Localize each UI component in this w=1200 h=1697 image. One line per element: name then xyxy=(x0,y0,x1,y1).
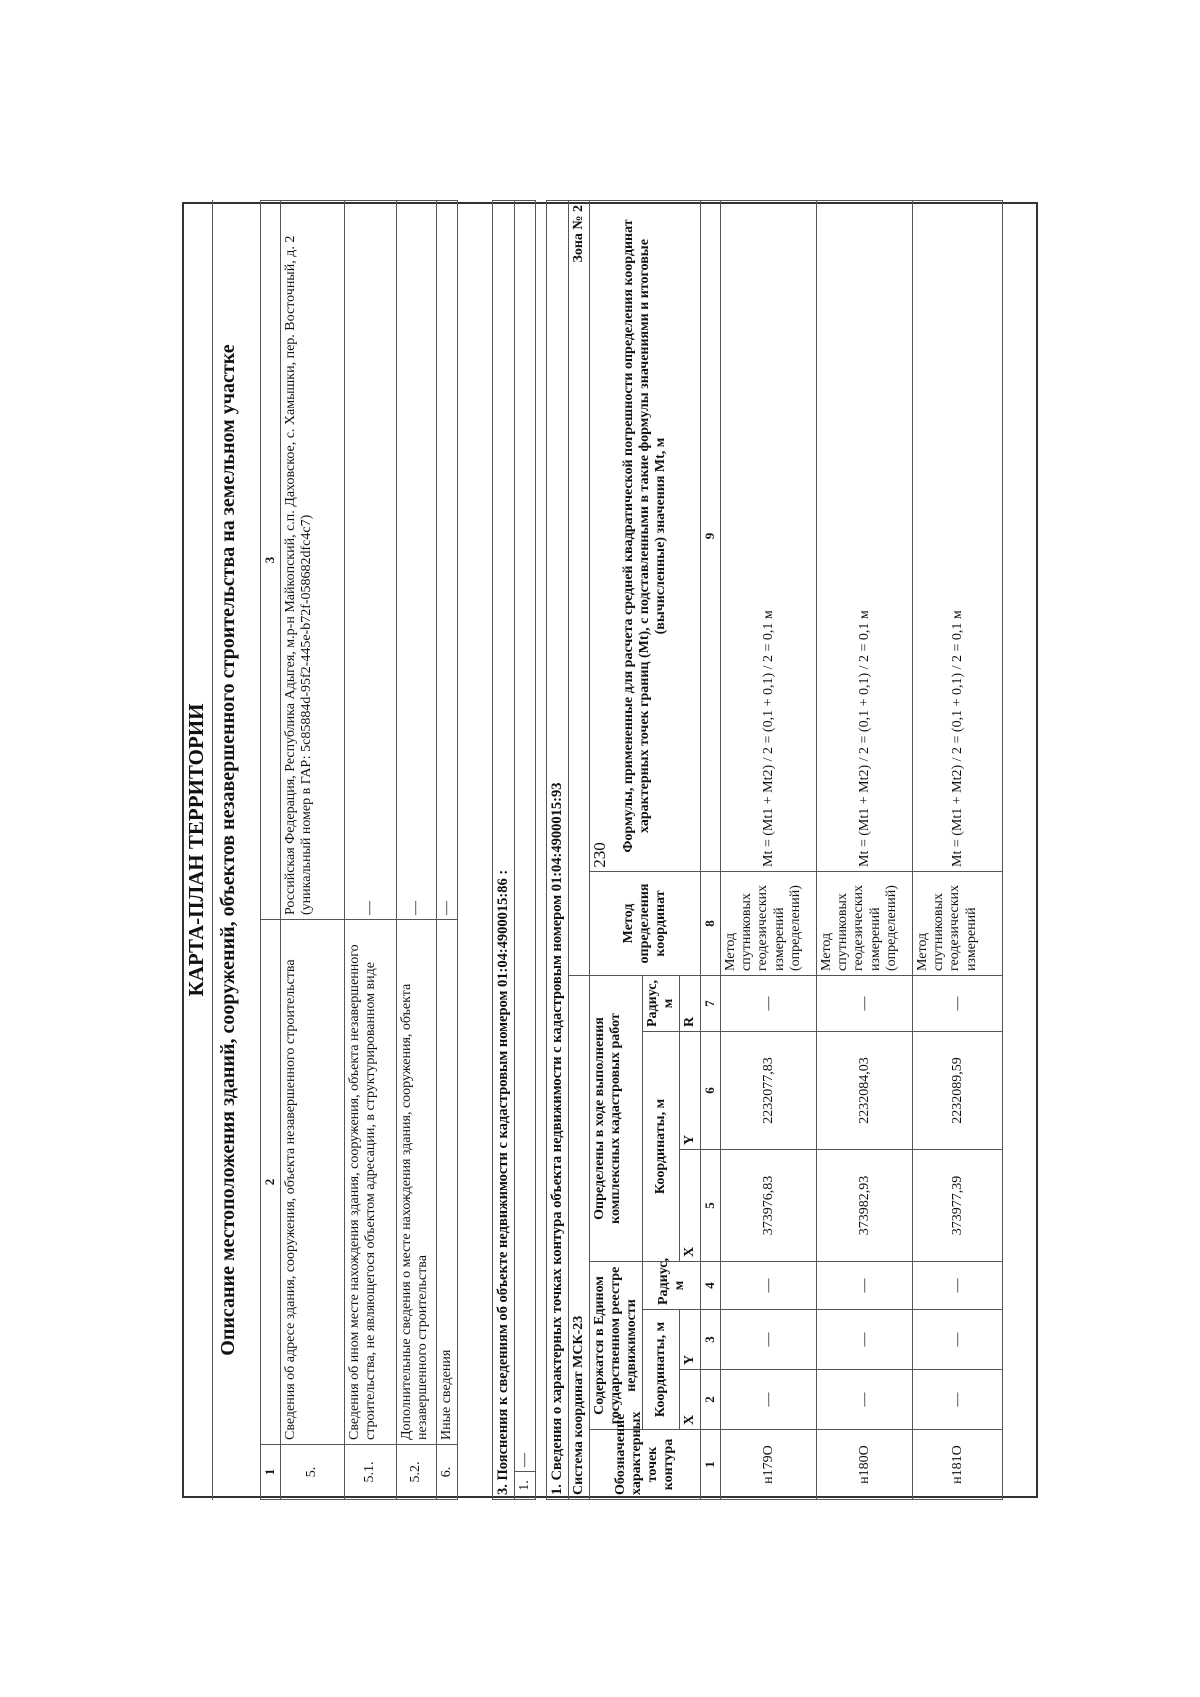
r-egrn: — xyxy=(721,1262,817,1310)
row-name: Сведения об адресе здания, сооружения, объекта незавершенного строительства xyxy=(280,920,344,1445)
formula-value: Mt = (Mt1 + Mt2) / 2 = (0,1 + 0,1) / 2 = 0,1 м xyxy=(817,201,913,872)
row-value: — xyxy=(514,201,535,1472)
header-complex-works: Определены в ходе выполнения комплексных кадастровых работ xyxy=(589,976,642,1262)
r-egrn: — xyxy=(817,1262,913,1310)
method-value: Метод спутниковых геодезических измерений xyxy=(913,872,1003,976)
rotated-sheet xyxy=(180,200,1040,1500)
header-formula: Формулы, примененные для расчета средней квадратической погрешности определения координат характерных точек границ (Mt), с подставленными в такие формулы значениями и итоговые (вычисленные) значения Mt, м xyxy=(589,201,701,872)
row-number: 5. xyxy=(280,1445,344,1500)
col-number: 2 xyxy=(701,1370,721,1430)
x-egrn: — xyxy=(913,1370,1003,1430)
table-row xyxy=(913,201,1003,1500)
r-value: — xyxy=(913,976,1003,1032)
header-radius: Радиус, м xyxy=(643,976,680,1032)
zone-label: Зона № 2 xyxy=(568,201,589,976)
y-egrn: — xyxy=(721,1310,817,1370)
row-name: Дополнительные сведения о месте нахождения здания, сооружения, объекта незавершенного строительства xyxy=(396,920,436,1445)
formula-value: Mt = (Mt1 + Mt2) / 2 = (0,1 + 0,1) / 2 = 0,1 м xyxy=(913,201,1003,872)
page-subtitle: Описание местоположения зданий, сооружений, объектов незавершенного строительства на земельном участке xyxy=(217,344,240,1356)
row-number: 5.2. xyxy=(396,1445,436,1500)
y-value: 2232084,03 xyxy=(817,1032,913,1150)
header-y: Y xyxy=(680,1032,701,1150)
y-egrn: — xyxy=(913,1310,1003,1370)
formula-value: Mt = (Mt1 + Mt2) / 2 = (0,1 + 0,1) / 2 = 0,1 м xyxy=(721,201,817,872)
x-value: 373982,93 xyxy=(817,1150,913,1262)
row-value: — xyxy=(436,201,457,920)
page-title: КАРТА-ПЛАН ТЕРРИТОРИИ xyxy=(180,200,213,1500)
header-y: Y xyxy=(680,1310,701,1370)
coordinate-system: Система координат МСК-23 xyxy=(568,976,589,1500)
header-egrn: Содержатся в Едином государственном реестре недвижимости xyxy=(589,1262,642,1430)
x-egrn: — xyxy=(721,1370,817,1430)
col-number: 1 xyxy=(701,1430,721,1500)
header-radius: Радиус, м xyxy=(643,1262,701,1310)
header-r: R xyxy=(680,976,701,1032)
x-value: 373977,39 xyxy=(913,1150,1003,1262)
r-value: — xyxy=(721,976,817,1032)
method-value: Метод спутниковых геодезических измерений (определений) xyxy=(817,872,913,976)
y-value: 2232089,59 xyxy=(913,1032,1003,1150)
row-value: — xyxy=(396,201,436,920)
page-number: 230 xyxy=(590,842,609,868)
header-x: X xyxy=(680,1370,701,1430)
table-row xyxy=(721,201,817,1500)
col-header: 2 xyxy=(261,920,281,1445)
r-value: — xyxy=(817,976,913,1032)
explanations-table xyxy=(492,200,536,1500)
point-id: н180О xyxy=(817,1430,913,1500)
point-id: н181О xyxy=(913,1430,1003,1500)
header-x: X xyxy=(680,1150,701,1262)
method-value: Метод спутниковых геодезических измерений (определений) xyxy=(721,872,817,976)
table-row xyxy=(817,201,913,1500)
row-name: Сведения об ином месте нахождения здания, сооружения, объекта незавершенного строительства, не являющегося объектом адресации, в структурированном виде xyxy=(344,920,396,1445)
y-value: 2232077,83 xyxy=(721,1032,817,1150)
col-number: 5 xyxy=(701,1150,721,1262)
row-value: Российская Федерация, Республика Адыгея, м.р-н Майкопский, с.п. Даховское, с. Хамышки, пер. Восточный, д. 2 (уникальный номер в ГАР: 5c85884d-95f2-445e-b72f-058682dfc4c7) xyxy=(280,201,344,920)
row-number: 5.1. xyxy=(344,1445,396,1500)
col-header: 1 xyxy=(261,1445,281,1500)
header-method: Метод определения координат xyxy=(589,872,701,976)
col-number: 9 xyxy=(701,201,721,872)
header-point-designation: Обозначение характерных точек контура xyxy=(589,1430,701,1500)
location-description-table xyxy=(260,200,458,1500)
r-egrn: — xyxy=(913,1262,1003,1310)
row-name: Иные сведения xyxy=(436,920,457,1445)
col-number: 3 xyxy=(701,1310,721,1370)
header-coordinates: Координаты, м xyxy=(643,1032,680,1262)
title-block xyxy=(180,200,244,1500)
contour-points-table xyxy=(546,200,1003,1500)
col-number: 6 xyxy=(701,1032,721,1150)
row-number: 6. xyxy=(436,1445,457,1500)
y-egrn: — xyxy=(817,1310,913,1370)
x-value: 373976,83 xyxy=(721,1150,817,1262)
section-heading: 1. Сведения о характерных точках контура объекта недвижимости с кадастровым номером 01:04:4900015:93 xyxy=(547,201,569,1500)
section-heading: 3. Пояснения к сведениям об объекте недвижимости с кадастровым номером 01:04:4900015:86 : xyxy=(493,201,515,1500)
point-id: н179О xyxy=(721,1430,817,1500)
col-number: 8 xyxy=(701,872,721,976)
header-coordinates: Координаты, м xyxy=(643,1310,680,1430)
row-number: 1. xyxy=(514,1472,535,1500)
row-value: — xyxy=(344,201,396,920)
col-number: 7 xyxy=(701,976,721,1032)
col-number: 4 xyxy=(701,1262,721,1310)
x-egrn: — xyxy=(817,1370,913,1430)
col-header: 3 xyxy=(261,201,281,920)
